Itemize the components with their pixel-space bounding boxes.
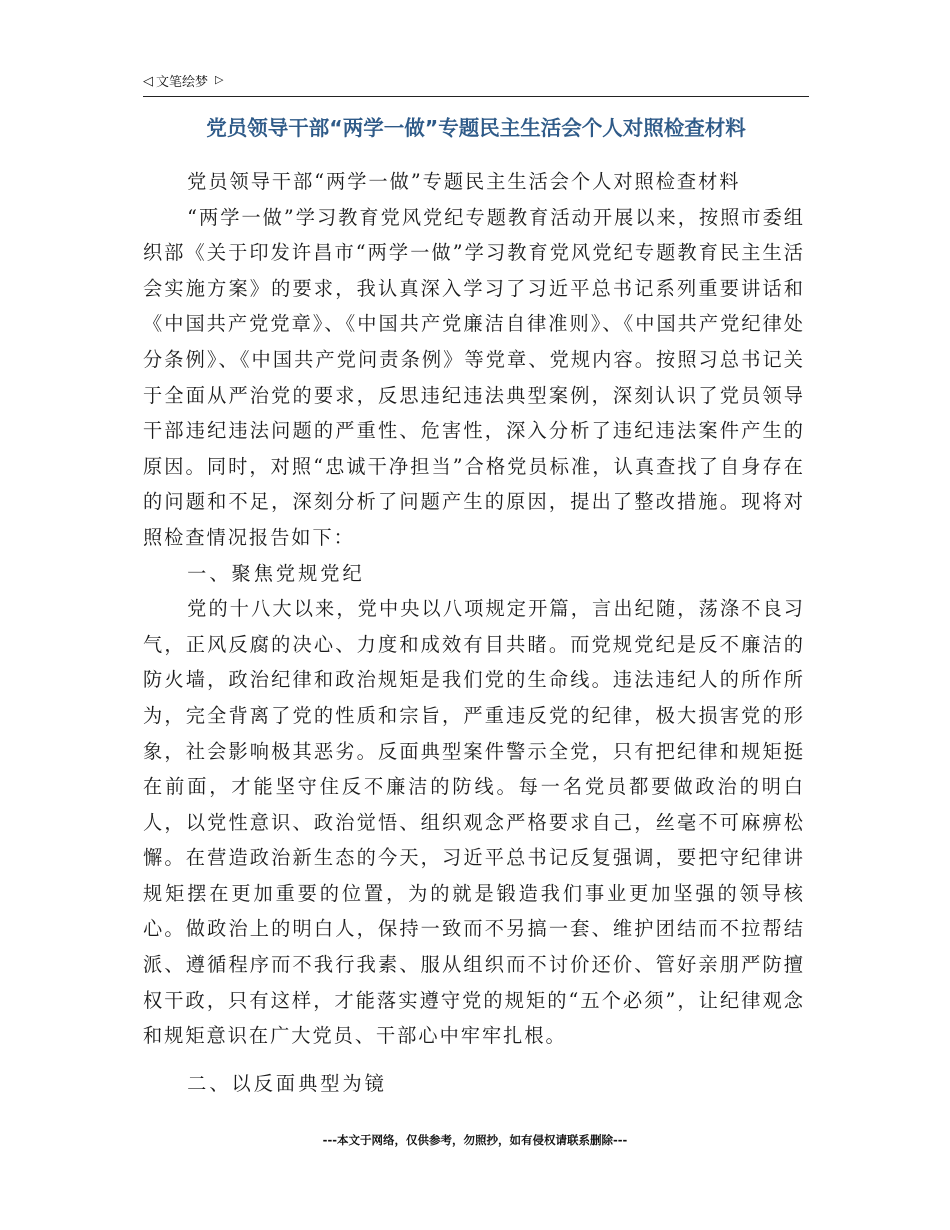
left-triangle-icon: ◁ (143, 74, 153, 89)
section-heading-2: 二、以反面典型为镜 (187, 1071, 387, 1095)
section-1-paragraph: 党的十八大以来，党中央以八项规定开篇，言出纪随，荡涤不良习气，正风反腐的决心、力度和成效有目共睹。而党规党纪是反不廉洁的防火墙，政治纪律和政治规矩是我们党的生命线。违法违纪人的所作所为，完全背离了党的性质和宗旨，严重违反党的纪律，极大损害党的形象，社会影响极其恶劣。反面典型案件警示全党，只有把纪律和规矩挺在前面，才能坚守住反不廉洁的防线。每一名党员都要做政治的明白人，以党性意识、政治觉悟、组织观念严格要求自己，丝毫不可麻痹松懈。在营造政治新生态的今天，习近平总书记反复强调，要把守纪律讲规矩摆在更加重要的位置，为的就是锻造我们事业更加坚强的领导核心。做政治上的明白人，保持一致而不另搞一套、维护团结而不拉帮结派、遵循程序而不我行我素、服从组织而不讨价还价、管好亲朋严防擅权干政，只有这样，才能落实遵守党的规矩的“五个必须”，让纪律观念和规矩意识在广大党员、干部心中牢牢扎根。 (143, 597, 805, 1048)
header-text: 文笔绘梦 (156, 75, 209, 90)
running-header (143, 72, 809, 97)
intro-paragraph: “两学一做”学习教育党风党纪专题教育活动开展以来，按照市委组织部《关于印发许昌市“两学一做”学习教育党风党纪专题教育民主生活会实施方案》的要求，我认真深入学习了习近平总书记系列重要讲话和《中国共产党党章》、《中国共产党廉洁自律准则》、《中国共产党纪律处分条例》、《中国共产党问责条例》等党章、党规内容。按照习总书记关于全面从严治党的要求，反思违纪违法典型案例，深刻认识了党员领导干部违纪违法问题的严重性、危害性，深入分析了违纪违法案件产生的原因。同时，对照“忠诚干净担当”合格党员标准，认真查找了自身存在的问题和不足，深刻分析了问题产生的原因，提出了整改措施。现将对照检查情况报告如下： (143, 205, 805, 549)
right-triangle-icon: ▷ (215, 73, 224, 86)
document-body (143, 164, 805, 1101)
footer-disclaimer: ---本文于网络，仅供参考，勿照抄，如有侵权请联系删除--- (322, 1133, 628, 1147)
body-title-paragraph: 党员领导干部“两学一做”专题民主生活会个人对照检查材料 (187, 170, 741, 193)
document-title: 党员领导干部“两学一做”专题民主生活会个人对照检查材料 (206, 116, 746, 140)
section-heading-1: 一、聚焦党规党纪 (187, 561, 365, 585)
